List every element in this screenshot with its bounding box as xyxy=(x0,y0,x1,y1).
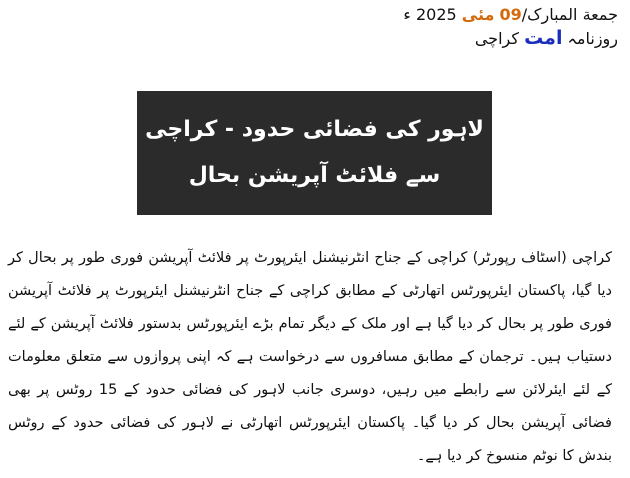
newspaper-city: کراچی xyxy=(474,29,519,48)
newspaper-prefix: روزنامہ xyxy=(567,29,618,48)
dateline-separator: / xyxy=(521,5,528,24)
dateline-day: جمعة المبارک xyxy=(527,5,618,24)
newspaper-title: امت xyxy=(524,27,563,49)
headline-box xyxy=(137,91,492,215)
dateline-year: 2025 xyxy=(415,5,457,24)
dateline-date: 09 xyxy=(499,5,522,24)
masthead xyxy=(388,4,618,51)
headline-line-1: لاہور کی فضائی حدود - کراچی xyxy=(145,117,484,142)
newspaper-name xyxy=(388,26,618,51)
dateline-era: ء xyxy=(403,5,411,24)
dateline xyxy=(388,4,618,26)
headline-line-2: سے فلائٹ آپریشن بحال xyxy=(188,163,441,188)
dateline-month: مئی xyxy=(461,5,495,24)
article-body: کراچی (اسٹاف رپورٹر) کراچی کے جناح انٹرنیشنل ایئرپورٹ پر فلائٹ آپریشن فوری طور پر بحال کر دیا گیا، پاکستان ایئرپورٹس اتھارٹی کے مطابق کراچی کے جناح انٹرنیشنل ایئرپورٹ پر فلائٹ آپریشن فوری طور پر بحال کر دیا گیا ہے اور ملک کے دیگر تمام بڑے ایئرپورٹس بدستور فلائٹ آپریشن کے لئے دستیاب ہیں۔ ترجمان کے مطابق مسافروں سے درخواست ہے کہ اپنی پروازوں سے متعلق معلومات کے لئے ایئرلائن سے رابطے میں رہیں، دوسری جانب لاہور کی فضائی حدود کے 15 روٹس پر بھی فضائی آپریشن بحال کر دیا گیا۔ پاکستان ایئرپورٹس اتھارٹی نے لاہور کی فضائی حدود کے روٹس بندش کا نوٹم منسوخ کر دیا ہے۔ xyxy=(8,250,612,464)
